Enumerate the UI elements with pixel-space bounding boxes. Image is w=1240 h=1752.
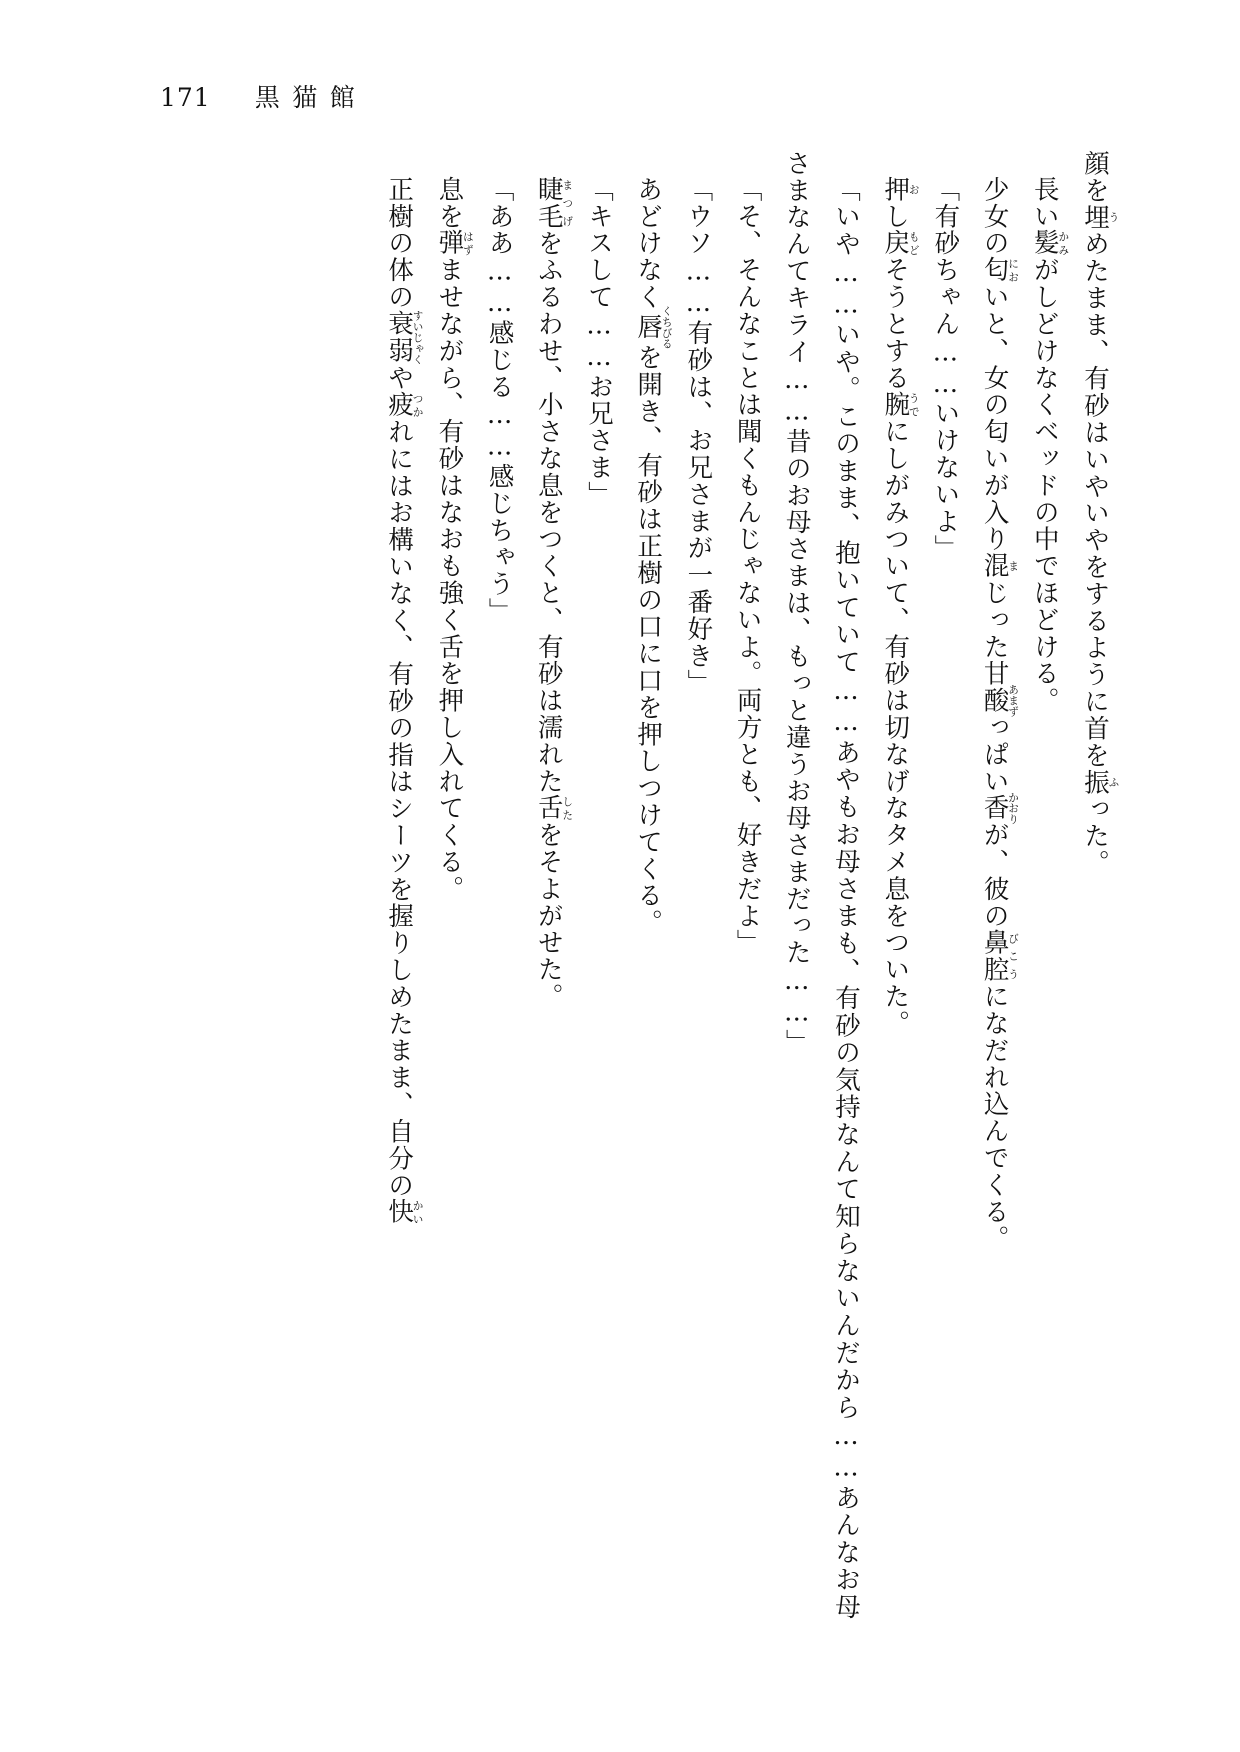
ruby-word: 香かおり (979, 791, 1021, 825)
paragraph: 息を弾はずませながら、有砂はなおも強く舌を押し入れてくる。 (434, 175, 475, 902)
ruby-word: 鼻腔びこう (979, 928, 1021, 983)
paragraph: 長い髪かみがしどけなくベッドの中でほどける。 (1029, 175, 1071, 714)
ruby-word: 快かい (384, 1198, 425, 1226)
ruby-word: 埋う (1080, 203, 1121, 231)
paragraph: 少女の匂においと、女の匂いが入り混まじった甘酸あまずっぱい香かおりが、彼の鼻腔びこうになだれ込んでくる。 (979, 175, 1021, 1252)
paragraph: 「そ、そんなことは聞くもんじゃないよ。両方とも、好きだよ」 (732, 175, 763, 956)
paragraph: 押おし戻もどそうとする腕うでにしがみついて、有砂は切なげなタメ息をついた。 (880, 175, 921, 1037)
paragraph: 「ああ……感じる……感じちゃう」 (484, 175, 515, 624)
ruby-word: 睫毛まつげ (533, 175, 575, 230)
paragraph: 「有砂ちゃん……いけないよ」 (930, 175, 961, 562)
ruby-word: 唇くちびる (633, 305, 674, 349)
paragraph: 睫毛まつげをふるわせ、小さな息をつくと、有砂は濡れた舌したをそよがせた。 (533, 175, 575, 1010)
ruby-word: 振ふ (1080, 768, 1121, 796)
paragraph: 「いや……いや。このまま、抱いていて……あやもお母さまも、有砂の気持なんて知らないんだから……あんなお母さまなんてキライ……昔のお母さまは、もっと違うお母さまだった……」 (781, 150, 861, 1620)
paragraph: 顔を埋うめたまま、有砂はいやいやをするように首を振ふった。 (1080, 150, 1121, 877)
running-title: 黒猫館 (254, 83, 368, 112)
ruby-word: 衰弱すいじゃく (384, 309, 425, 365)
page-number: 171 (160, 83, 211, 112)
paragraph: あどけなく唇くちびるを開き、有砂は正樹の口に口を押しつけてくる。 (633, 175, 674, 936)
ruby-word: 混ま (979, 552, 1021, 580)
ruby-word: 腕うで (880, 390, 921, 418)
paragraph: 正樹の体の衰弱すいじゃくや疲つかれにはお構いなく、有砂の指はシーツを握りしめたまま、自分の快かい (384, 175, 425, 1226)
ruby-word: 酸あまず (979, 683, 1021, 717)
body-text (110, 150, 1120, 1620)
paragraph: 「キスして……お兄さま」 (583, 175, 614, 508)
ruby-word: 髪かみ (1029, 229, 1071, 257)
ruby-word: 舌した (533, 794, 575, 822)
ruby-word: 疲つか (384, 391, 425, 419)
paragraph: 「ウソ……有砂は、お兄さまが一番好き」 (683, 175, 714, 696)
ruby-word: 弾はず (434, 229, 475, 257)
ruby-word: 押お (880, 175, 921, 203)
ruby-word: 戻もど (880, 229, 921, 257)
page-header (160, 78, 367, 114)
ruby-word: 匂にお (979, 256, 1021, 284)
